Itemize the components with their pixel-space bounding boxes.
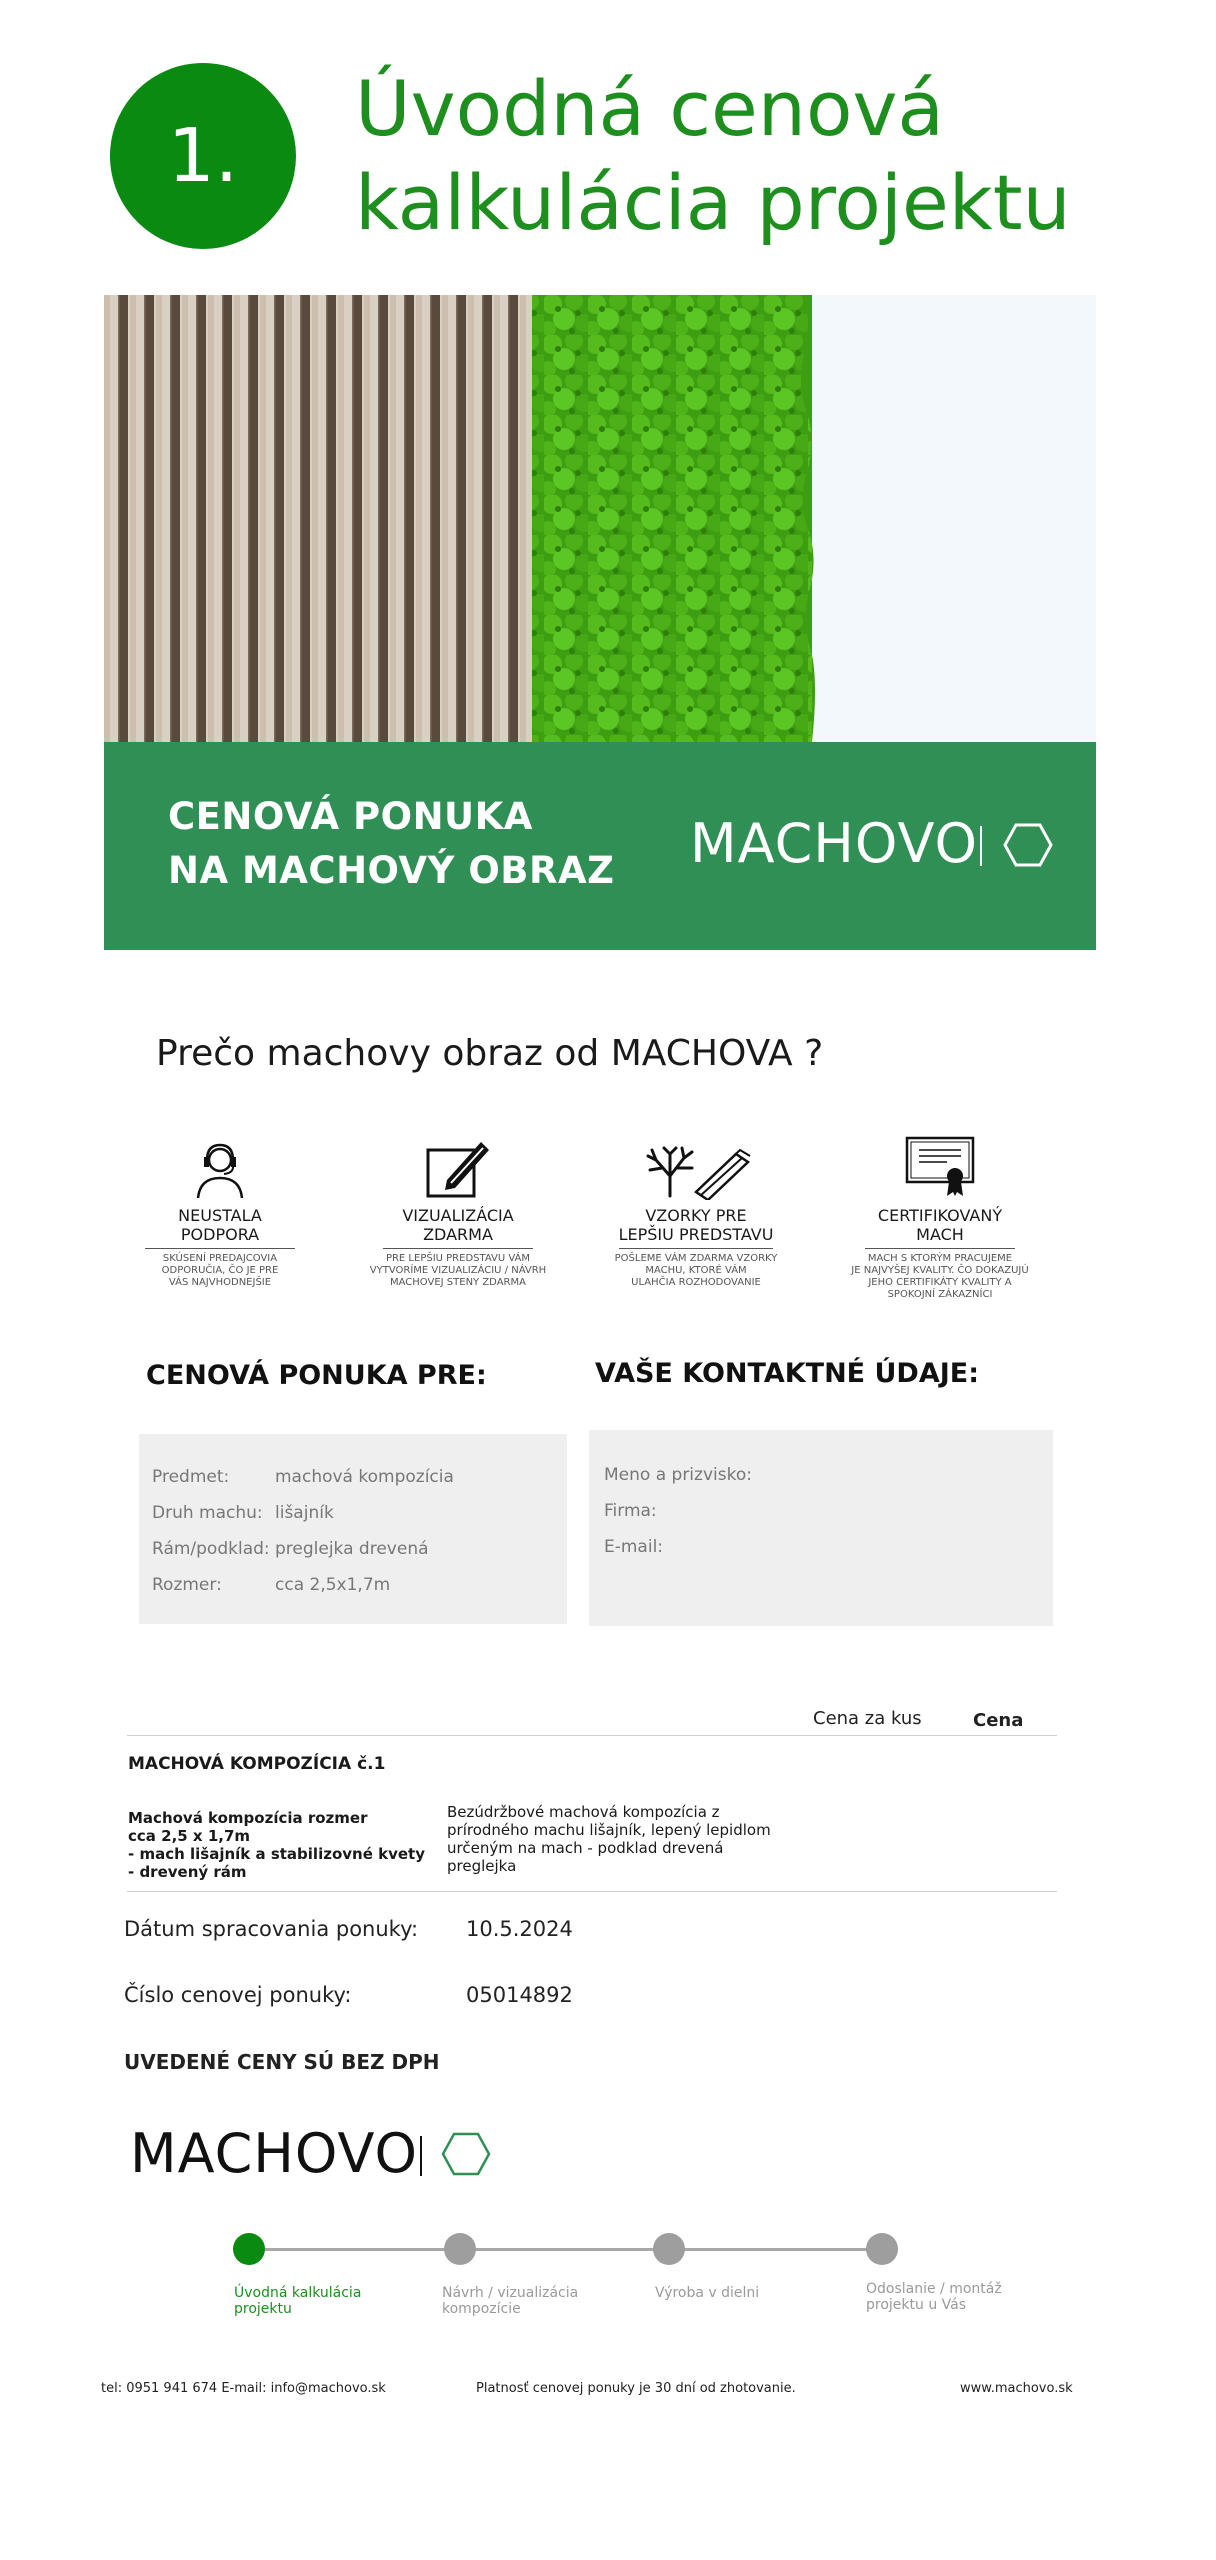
column-unit-price: Cena za kus: [813, 1708, 922, 1729]
hexagon-logo-icon: [1003, 822, 1053, 868]
date-label: Dátum spracovania ponuky:: [124, 1917, 419, 1941]
progress-step-3-line1: Výroba v dielni: [655, 2285, 760, 2301]
bottom-logo-text: MACHOVO: [130, 2122, 418, 2185]
support-headset-icon: [120, 1128, 320, 1200]
offer-heading: CENOVÁ PONUKA PRE:: [146, 1360, 487, 1391]
feature-visualization: [358, 1128, 558, 1289]
item-name-line2: cca 2,5 x 1,7m: [128, 1827, 251, 1845]
feature-desc-line1: PRE LEPŠIU PREDSTAVU VÁM: [385, 1253, 531, 1264]
progress-step-1-label: [234, 2285, 361, 2317]
vat-note: UVEDENÉ CENY SÚ BEZ DPH: [124, 2050, 440, 2074]
item-name: [128, 1809, 425, 1881]
table-section-title: MACHOVÁ KOMPOZÍCIA č.1: [128, 1754, 386, 1774]
hero-image: [104, 295, 1096, 742]
feature-desc-line3: JEHO CERTIFIKÁTY KVALITY A: [868, 1277, 1012, 1288]
progress-step-2-line1: Návrh / vizualizácia: [442, 2285, 579, 2301]
design-pen-icon: [358, 1128, 558, 1200]
feature-desc-line2: MACHU, KTORÉ VÁM: [645, 1265, 747, 1276]
contact-label-name: Meno a prizvisko:: [604, 1465, 752, 1485]
item-name-line3: - mach lišajník a stabilizovné kvety: [128, 1845, 425, 1863]
table-divider-top: [127, 1735, 1057, 1736]
item-desc-line1: Bezúdržbové machová kompozícia z: [447, 1803, 720, 1821]
banner-logo-text: MACHOVO: [690, 812, 978, 875]
contact-box: [589, 1430, 1053, 1626]
progress-step-4-line1: Odoslanie / montáž: [866, 2281, 1002, 2297]
item-desc-line4: preglejka: [447, 1857, 517, 1875]
feature-title-line2: ZDARMA: [423, 1225, 493, 1244]
feature-desc-line1: MACH S KTORÝM PRACUJEME: [867, 1253, 1013, 1264]
feature-certified: [840, 1128, 1040, 1301]
progress-step-3-dot: [653, 2233, 685, 2265]
feature-desc-line3: VÁS NAJVHODNEJŠIE: [168, 1277, 272, 1288]
banner-title-line1: CENOVÁ PONUKA: [168, 795, 533, 838]
page-title-line2: kalkulácia projektu: [355, 158, 1071, 247]
date-value: 10.5.2024: [466, 1917, 573, 1941]
progress-step-4-label: [866, 2281, 1002, 2313]
feature-title-line2: LEPŠIU PREDSTAVU: [618, 1225, 774, 1244]
progress-track: [249, 2248, 882, 2251]
feature-title-line1: VIZUALIZÁCIA: [402, 1206, 514, 1225]
offer-number-value: 05014892: [466, 1983, 573, 2007]
footer-website[interactable]: www.machovo.sk: [960, 2381, 1073, 2396]
feature-title-line2: MACH: [916, 1225, 964, 1244]
footer-validity: Platnosť cenovej ponuky je 30 dní od zhotovanie.: [476, 2381, 796, 2396]
progress-step-2-dot: [444, 2233, 476, 2265]
bottom-logo-divider: [420, 2136, 422, 2176]
offer-label-subject: Predmet:: [152, 1467, 230, 1487]
feature-desc-line3: ULAHČIA ROZHODOVANIE: [631, 1277, 761, 1288]
page-title-line1: Úvodná cenová: [355, 64, 944, 153]
banner-title-line2: NA MACHOVÝ OBRAZ: [168, 849, 615, 892]
feature-title-line1: NEUSTALA: [178, 1206, 262, 1225]
progress-step-2-label: [442, 2285, 578, 2317]
offer-number-label: Číslo cenovej ponuky:: [124, 1983, 352, 2007]
offer-label-size: Rozmer:: [152, 1575, 222, 1595]
progress-step-1-line2: projektu: [234, 2301, 292, 2317]
progress-step-1-line1: Úvodná kalkulácia: [234, 2285, 362, 2301]
feature-desc-line2: ODPORUČIA, ČO JE PRE: [161, 1265, 279, 1276]
feature-desc-line3: MACHOVEJ STENY ZDARMA: [390, 1277, 526, 1288]
feature-desc-line1: POŠLEME VÁM ZDARMA VZORKY: [614, 1253, 778, 1264]
progress-step-2-line2: kompozície: [442, 2301, 521, 2317]
column-price: Cena: [973, 1710, 1024, 1731]
feature-samples: [596, 1128, 796, 1289]
feature-support: [120, 1128, 320, 1289]
feature-title-line2: PODPORA: [180, 1225, 260, 1244]
item-description: [447, 1803, 771, 1875]
table-divider-bottom: [127, 1891, 1057, 1892]
item-name-line4: - drevený rám: [128, 1863, 247, 1881]
feature-desc-line4: SPOKOJNÍ ZÁKAZNÍCI: [887, 1289, 993, 1300]
progress-step-4-dot: [866, 2233, 898, 2265]
feature-title-line1: VZORKY PRE: [645, 1206, 747, 1225]
banner-logo-divider: [980, 826, 982, 866]
certificate-icon: [840, 1128, 1040, 1200]
feature-desc-line2: VYTVORÍME VIZUALIZÁCIU / NÁVRH: [369, 1265, 547, 1276]
page-title: [355, 62, 1175, 250]
hexagon-logo-icon: [441, 2131, 491, 2177]
item-name-line1: Machová kompozícia rozmer: [128, 1809, 368, 1827]
feature-desc-line2: JE NAJVYŠEJ KVALITY. ČO DOKAZUJÚ: [851, 1265, 1029, 1276]
samples-moss-wood-icon: [596, 1128, 796, 1200]
offer-label-moss-type: Druh machu:: [152, 1503, 263, 1523]
step-number-badge: 1.: [110, 63, 296, 249]
banner-title: [168, 790, 614, 898]
feature-title-line1: CERTIFIKOVANÝ: [877, 1206, 1003, 1225]
why-title: Prečo machovy obraz od MACHOVA ?: [156, 1033, 824, 1074]
offer-value-subject: machová kompozícia: [275, 1467, 454, 1487]
offer-value-size: cca 2,5x1,7m: [275, 1575, 391, 1595]
offer-value-frame: preglejka drevená: [275, 1539, 429, 1559]
offer-value-moss-type: lišajník: [275, 1503, 334, 1523]
footer-contact: tel: 0951 941 674 E-mail: info@machovo.sk: [101, 2381, 386, 2396]
progress-step-4-line2: projektu u Vás: [866, 2297, 967, 2313]
contact-label-company: Firma:: [604, 1501, 657, 1521]
progress-step-1-dot: [233, 2233, 265, 2265]
feature-desc-line1: SKÚSENÍ PREDAJCOVIA: [162, 1253, 278, 1264]
progress-step-3-label: [655, 2285, 759, 2301]
offer-label-frame: Rám/podklad:: [152, 1539, 270, 1559]
item-desc-line3: určeným na mach - podklad drevená: [447, 1839, 724, 1857]
contact-heading: VAŠE KONTAKTNÉ ÚDAJE:: [595, 1358, 980, 1389]
contact-label-email: E-mail:: [604, 1537, 664, 1557]
offer-box: [139, 1434, 567, 1624]
item-desc-line2: prírodného machu lišajník, lepený lepidlom: [447, 1821, 771, 1839]
